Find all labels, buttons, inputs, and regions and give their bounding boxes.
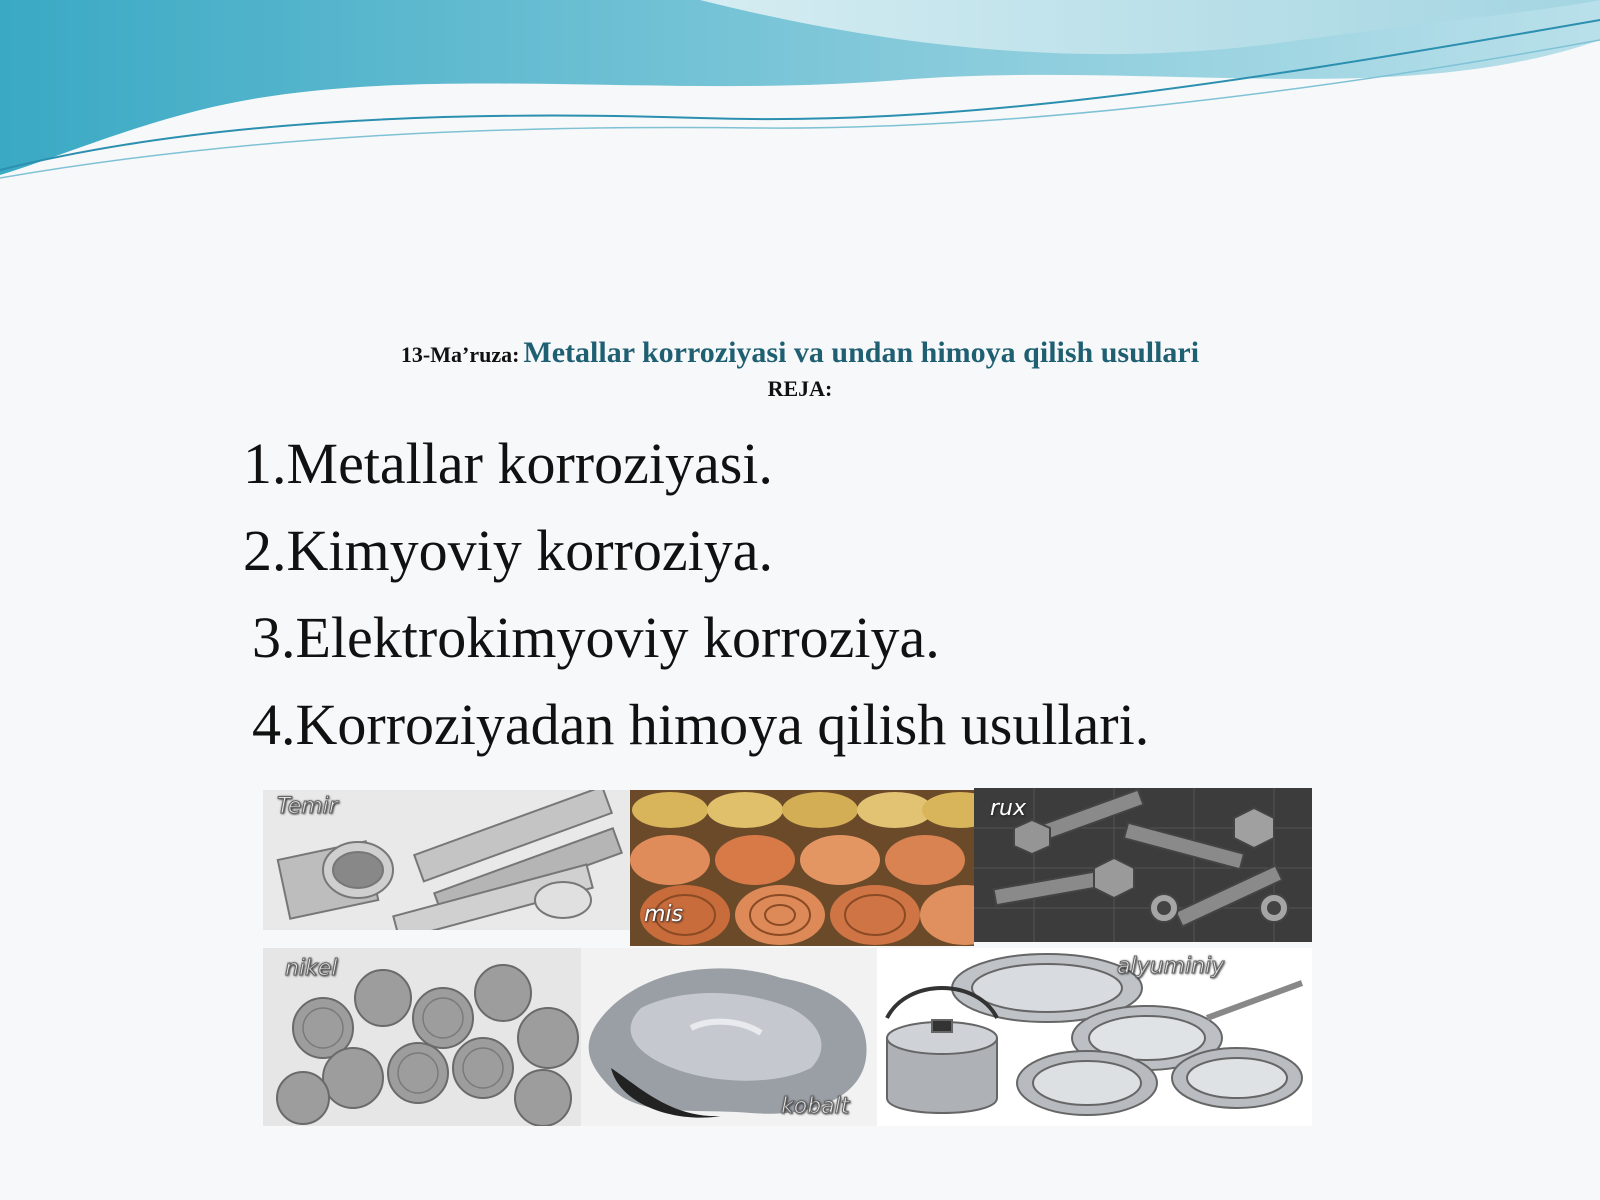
plan-item-1: 1.Metallar korroziyasi. [243,431,773,496]
cobalt-image [581,948,877,1126]
wave-header-decoration [0,0,1600,200]
plan-item-2: 2.Kimyoviy korroziya. [243,518,773,583]
lecture-title [0,336,1600,370]
lecture-topic: Metallar korroziyasi va undan himoya qilish usullari [523,336,1200,369]
aluminium-label: alyuminiy [1117,954,1225,979]
plan-item-3: 3.Elektrokimyoviy korroziya. [252,605,940,670]
lecture-number: 13-Ma’ruza: [400,342,520,367]
aluminium-image [877,948,1312,1126]
cobalt-label: kobalt [781,1094,850,1119]
copper-image [630,790,974,946]
zinc-image [974,788,1312,942]
iron-label: Temir [277,794,338,819]
plan-heading: REJA: [767,376,833,401]
zinc-label: rux [990,796,1027,821]
nickel-image [263,948,581,1126]
nickel-label: nikel [285,956,338,981]
iron-image [263,790,630,930]
copper-label: mis [644,902,684,927]
plan-item-4: 4.Korroziyadan himoya qilish usullari. [252,692,1150,757]
